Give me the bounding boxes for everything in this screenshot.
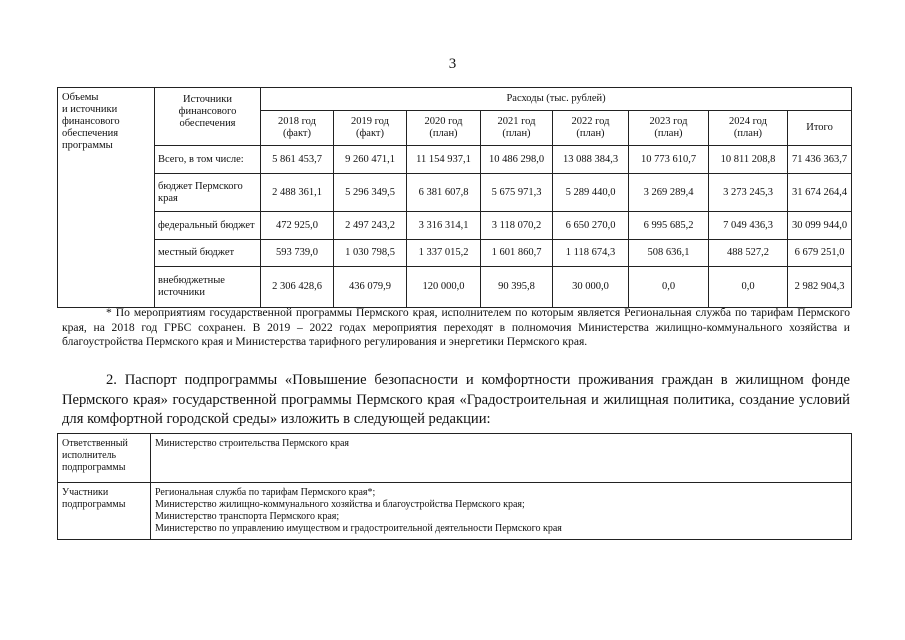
year-header-2020	[407, 111, 481, 146]
value-cell: 2 488 361,1	[261, 174, 334, 212]
value-cell: 10 486 298,0	[481, 146, 553, 174]
value-cell: 9 260 471,1	[334, 146, 407, 174]
responsible-value: Министерство строительства Пермского края	[155, 438, 350, 449]
value-cell: 5 675 971,3	[481, 174, 553, 212]
value-cell: 1 337 015,2	[407, 240, 481, 267]
value-cell: 3 273 245,3	[709, 174, 788, 212]
responsible-label-cell	[58, 434, 151, 483]
value-cell: 31 674 264,4	[788, 174, 852, 212]
participant-item: Региональная служба по тарифам Пермского края*;	[155, 487, 376, 498]
value-cell: 10 811 208,8	[709, 146, 788, 174]
value-cell: 488 527,2	[709, 240, 788, 267]
year-text: 2020 год (план)	[424, 116, 463, 139]
value-cell: 0,0	[629, 267, 709, 308]
expenses-header: Расходы (тыс. рублей)	[261, 88, 852, 111]
value-cell: 71 436 363,7	[788, 146, 852, 174]
value-cell: 1 118 674,3	[553, 240, 629, 267]
source-cell: Всего, в том числе:	[155, 146, 261, 174]
value-cell: 7 049 436,3	[709, 212, 788, 240]
year-text: Итого	[806, 122, 833, 133]
value-cell: 3 118 070,2	[481, 212, 553, 240]
sources-header	[155, 88, 261, 146]
year-text: 2018 год (факт)	[278, 116, 316, 139]
year-text: 2021 год (план)	[497, 116, 536, 139]
footnote: * По мероприятиям государственной программы Пермского края, исполнителем по которым является Региональная служба по тарифам Пермского края, на 2018 год ГРБС сохранен. В 2019 – 2022 годах мероприятия переходят в полномочия Министерства жилищно-коммунального хозяйства и благоустройства Пермского края и Министерства тарифного регулирования и энергетики Пермского края.	[62, 306, 850, 348]
year-header-2018	[261, 111, 334, 146]
participants-label-cell	[58, 483, 151, 540]
table-row	[58, 483, 852, 540]
value-cell: 11 154 937,1	[407, 146, 481, 174]
year-header-2024	[709, 111, 788, 146]
table-row	[58, 146, 852, 174]
value-cell: 6 381 607,8	[407, 174, 481, 212]
year-text: 2024 год (план)	[729, 116, 767, 139]
finance-table	[57, 87, 852, 308]
value-cell: 0,0	[709, 267, 788, 308]
value-cell: 6 650 270,0	[553, 212, 629, 240]
year-text: 2022 год (план)	[571, 116, 610, 139]
source-cell: внебюджетные источники	[155, 267, 261, 308]
table-row	[58, 267, 852, 308]
value-cell: 3 316 314,1	[407, 212, 481, 240]
value-cell: 2 982 904,3	[788, 267, 852, 308]
value-cell: 436 079,9	[334, 267, 407, 308]
table-row	[58, 212, 852, 240]
table-row	[58, 240, 852, 267]
year-text: 2023 год (план)	[649, 116, 688, 139]
value-cell: 6 995 685,2	[629, 212, 709, 240]
value-cell: 2 497 243,2	[334, 212, 407, 240]
value-cell: 593 739,0	[261, 240, 334, 267]
finance-row-label-text: Объемы и источники финансового обеспечения программы	[62, 92, 120, 151]
value-cell: 5 861 453,7	[261, 146, 334, 174]
value-cell: 5 296 349,5	[334, 174, 407, 212]
total-header	[788, 111, 852, 146]
participant-item: Министерство жилищно-коммунального хозяйства и благоустройства Пермского края;	[155, 499, 525, 510]
year-header-2023	[629, 111, 709, 146]
participants-label: Участники подпрограммы	[62, 487, 126, 510]
responsible-value-cell	[151, 434, 852, 483]
year-text: 2019 год (факт)	[351, 116, 389, 139]
value-cell: 30 099 944,0	[788, 212, 852, 240]
value-cell: 13 088 384,3	[553, 146, 629, 174]
value-cell: 2 306 428,6	[261, 267, 334, 308]
subprogram-table	[57, 433, 852, 540]
participants-value-cell	[151, 483, 852, 540]
table-row	[58, 434, 852, 483]
year-header-2021	[481, 111, 553, 146]
value-cell: 120 000,0	[407, 267, 481, 308]
source-cell: местный бюджет	[155, 240, 261, 267]
finance-row-label	[58, 88, 155, 308]
value-cell: 508 636,1	[629, 240, 709, 267]
value-cell: 90 395,8	[481, 267, 553, 308]
source-cell: бюджет Пермского края	[155, 174, 261, 212]
year-header-2022	[553, 111, 629, 146]
value-cell: 6 679 251,0	[788, 240, 852, 267]
source-cell: федеральный бюджет	[155, 212, 261, 240]
year-header-2019	[334, 111, 407, 146]
table-row	[58, 174, 852, 212]
sources-header-text: Источники финансового обеспечения	[178, 94, 237, 129]
participant-item: Министерство транспорта Пермского края;	[155, 511, 340, 522]
value-cell: 30 000,0	[553, 267, 629, 308]
amendment-paragraph: 2. Паспорт подпрограммы «Повышение безопасности и комфортности проживания граждан в жилищном фонде Пермского края» государственной программы Пермского края «Градостроительная и жилищная политика, создание условий для комфортной городской среды» изложить в следующей редакции:	[62, 372, 850, 427]
participant-item: Министерство по управлению имуществом и градостроительной деятельности Пермского края	[155, 523, 562, 534]
page-number: 3	[448, 56, 457, 72]
value-cell: 3 269 289,4	[629, 174, 709, 212]
responsible-label: Ответственный исполнитель подпрограммы	[62, 438, 128, 473]
value-cell: 5 289 440,0	[553, 174, 629, 212]
value-cell: 1 601 860,7	[481, 240, 553, 267]
value-cell: 1 030 798,5	[334, 240, 407, 267]
value-cell: 10 773 610,7	[629, 146, 709, 174]
value-cell: 472 925,0	[261, 212, 334, 240]
